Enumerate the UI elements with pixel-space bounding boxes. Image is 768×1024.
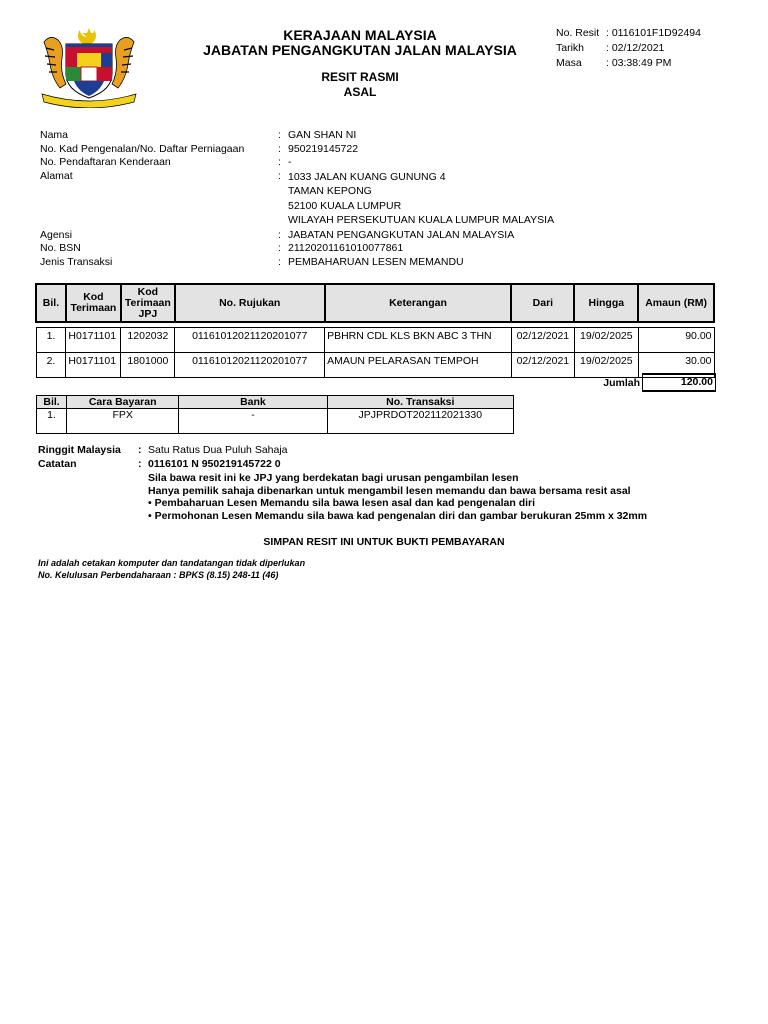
customer-name: GAN SHAN NI [288,129,357,141]
amount-in-words-section [38,443,288,471]
receipt-type: RESIT RASMI [321,70,399,84]
instructions [148,472,647,522]
receipt-number-row: No. Resit : 0116101F1D92494 [556,27,701,39]
info-row-agensi: Agensi : JABATAN PENGANGKUTAN JALAN MALAYSIA [40,229,740,243]
total-label: Jumlah [603,377,640,389]
instruction-line: • Pembaharuan Lesen Memandu sila bawa lesen asal dan kad pengenalan diri [148,497,536,509]
footer-line: Ini adalah cetakan komputer dan tandatangan tidak diperlukan [38,558,306,568]
info-row-kad: No. Kad Pengenalan/No. Daftar Perniagaan : 950219145722 [40,143,740,157]
receipt-meta [556,26,701,71]
footer-notes [38,557,305,581]
table-row: 1. H0171101 1202032 01161012021120201077 PBHRN CDL KLS BKN ABC 3 THN 02/12/2021 19/02/2025 90.00 [36,328,714,353]
malaysia-coat-of-arms-logo [36,24,142,108]
payment-table [36,395,514,434]
info-row-kenderaan: No. Pendaftaran Kenderaan : - [40,156,740,170]
vehicle-number: - [288,156,292,168]
instruction-line: Hanya pemilik sahaja dibenarkan untuk mengambil lesen memandu dan bawa bersama resit asal [148,484,631,497]
footer-line: No. Kelulusan Perbendaharaan : BPKS (8.15) 248-11 (46) [38,570,279,580]
receipt-copy-label: ASAL [343,85,377,99]
remarks: 0116101 N 950219145722 0 [148,458,281,470]
receipt-date-row: Tarikh : 02/12/2021 [556,42,665,54]
ringgit-row: Ringgit Malaysia : Satu Ratus Dua Puluh Sahaja [38,444,288,456]
items-table [35,283,715,378]
ic-number: 950219145722 [288,142,359,155]
catatan-row: Catatan : 0116101 N 950219145722 0 [38,458,281,470]
receipt-date: : 02/12/2021 [606,42,665,54]
transaction-type: PEMBAHARUAN LESEN MEMANDU [288,255,464,268]
customer-info [40,129,740,269]
receipt-number: : 0116101F1D92494 [606,27,701,39]
government-title: KERAJAAN MALAYSIA [283,27,437,43]
address: 1033 JALAN KUANG GUNUNG 4 TAMAN KEPONG 52100 KUALA LUMPUR WILAYAH PERSEKUTUAN KUALA LUMPUR MALAYSIA [288,170,555,226]
agency: JABATAN PENGANGKUTAN JALAN MALAYSIA [288,228,515,241]
info-row-alamat: Alamat : 1033 JALAN KUANG GUNUNG 4 TAMAN KEPONG 52100 KUALA LUMPUR WILAYAH PERSEKUTUAN KUALA LUMPUR MALAYSIA [40,170,740,228]
bsn-number: 21120201161010077861 [288,242,404,254]
items-table-header: Bil. Kod Terimaan Kod Terimaan JPJ No. Rujukan Keterangan Dari Hingga Amaun (RM) [36,284,714,322]
document-title-block [150,28,570,100]
receipt-time-row: Masa : 03:38:49 PM [556,57,672,69]
table-row: 2. H0171101 1801000 01161012021120201077 AMAUN PELARASAN TEMPOH 02/12/2021 19/02/2025 30.00 [36,353,714,378]
info-row-jenis: Jenis Transaksi : PEMBAHARUAN LESEN MEMANDU [40,256,740,270]
instruction-line: Sila bawa resit ini ke JPJ yang berdekatan bagi urusan pengambilan lesen [148,472,519,484]
table-row: 1. FPX - JPJPRDOT202112021330 [37,409,514,434]
info-row-bsn: No. BSN : 21120201161010077861 [40,242,740,256]
amount-in-words: Satu Ratus Dua Puluh Sahaja [148,444,288,456]
total-amount: 120.00 [642,373,716,392]
keep-receipt-notice: SIMPAN RESIT INI UNTUK BUKTI PEMBAYARAN [263,536,505,548]
info-row-nama: Nama : GAN SHAN NI [40,129,740,143]
payment-table-header: Bil. Cara Bayaran Bank No. Transaksi [37,396,514,409]
department-title: JABATAN PENGANGKUTAN JALAN MALAYSIA [203,42,517,58]
instruction-line: • Permohonan Lesen Memandu sila bawa kad pengenalan diri dan gambar berukuran 25mm x 32mm [148,509,648,522]
receipt-time: : 03:38:49 PM [606,57,672,69]
